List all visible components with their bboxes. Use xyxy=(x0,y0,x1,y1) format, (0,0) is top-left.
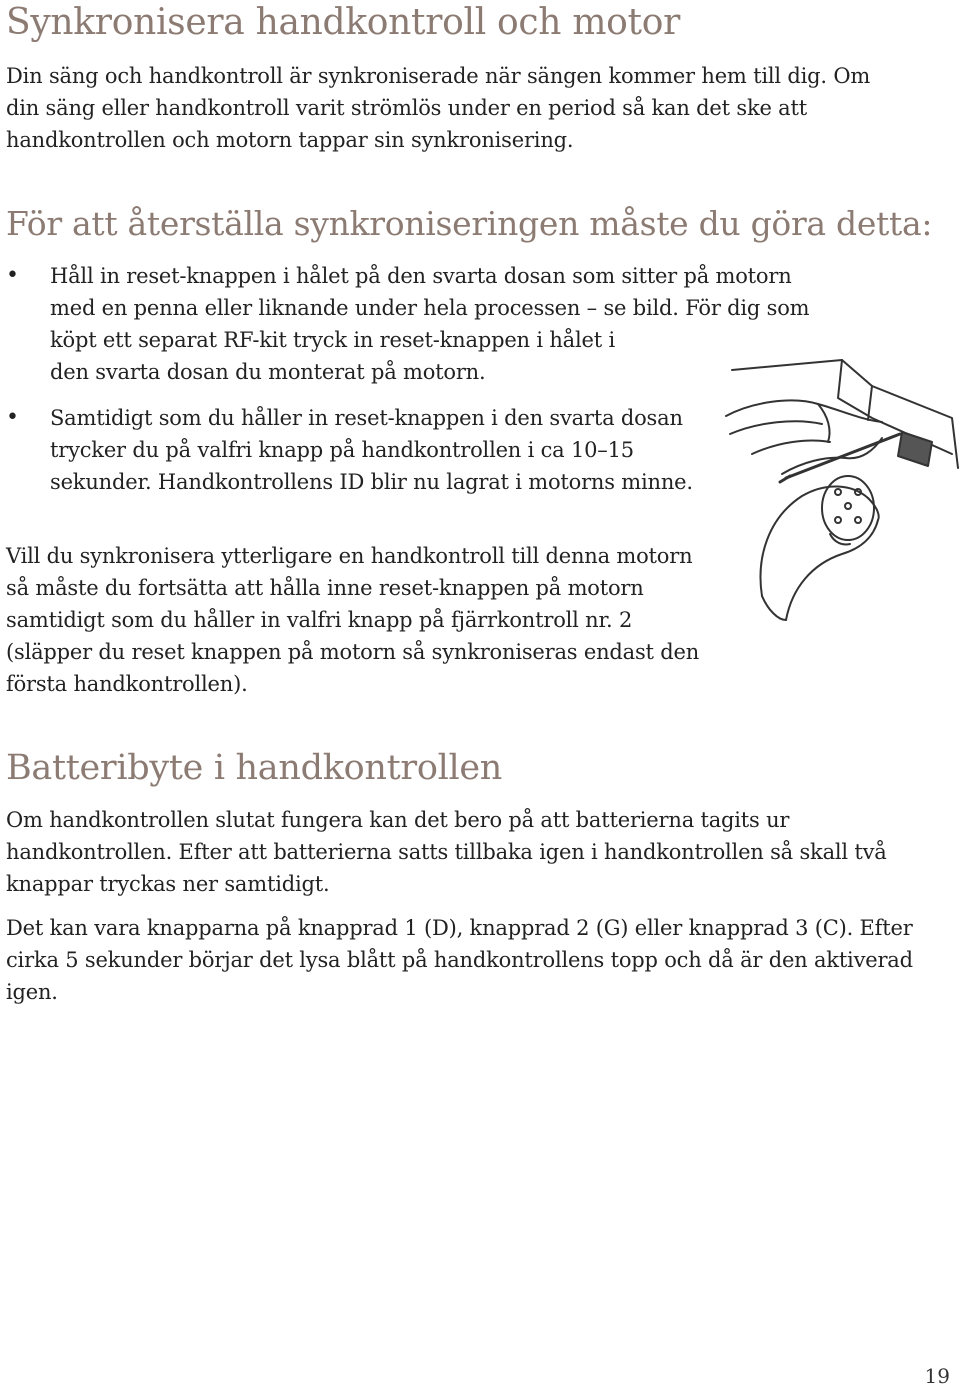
sync-instructions-heading: För att återställa synkroniseringen måste du göra detta: xyxy=(6,204,933,243)
battery-heading: Batteribyte i handkontrollen xyxy=(6,748,503,788)
step-line: köpt ett separat RF-kit tryck in reset-knappen i hålet i xyxy=(50,328,615,352)
page-number: 19 xyxy=(924,1364,950,1388)
additional-controller-paragraph: Vill du synkronisera ytterligare en handkontroll till denna motorn så måste du fortsätta att hålla inne reset-knappen på motorn samtidigt som du håller in valfri knapp på fjärrkontroll nr. 2 (släpper du reset knappen på motorn så synkroniseras endast den första handkontrollen). xyxy=(6,544,700,696)
battery-paragraph: Det kan vara knapparna på knapprad 1 (D), knapprad 2 (G) eller knapprad 3 (C). Efter cirka 5 sekunder börjar det lysa blått på handkontrollens topp och då är den aktiverad igen. xyxy=(6,916,913,1004)
intro-paragraph: Din säng och handkontroll är synkroniserade när sängen kommer hem till dig. Om din säng eller handkontroll varit strömlös under en period så kan det ske att handkontrollen och motorn tappar sin synkronisering. xyxy=(6,64,871,152)
step-line: den svarta dosan du monterat på motorn. xyxy=(50,360,486,384)
bullet-icon: • xyxy=(6,405,19,430)
bullet-icon: • xyxy=(6,263,19,288)
step-line: Håll in reset-knappen i hålet på den svarta dosan som sitter på motorn xyxy=(50,264,792,288)
step-line: med en penna eller liknande under hela processen – se bild. För dig som xyxy=(50,296,810,320)
hands-pen-reset-illustration xyxy=(722,358,960,628)
list-item xyxy=(6,402,710,498)
page-title: Synkronisera handkontroll och motor xyxy=(6,2,680,43)
step-text: Samtidigt som du håller in reset-knappen i den svarta dosan trycker du på valfri knapp på handkontrollen i ca 10–15 sekunder. Handkontrollens ID blir nu lagrat i motorns minne. xyxy=(50,406,693,494)
battery-paragraph: Om handkontrollen slutat fungera kan det bero på att batterierna tagits ur handkontrollen. Efter att batterierna satts tillbaka igen i handkontrollen så skall två knappar tryckas ner samtidigt. xyxy=(6,808,887,896)
battery-section xyxy=(6,804,916,1008)
